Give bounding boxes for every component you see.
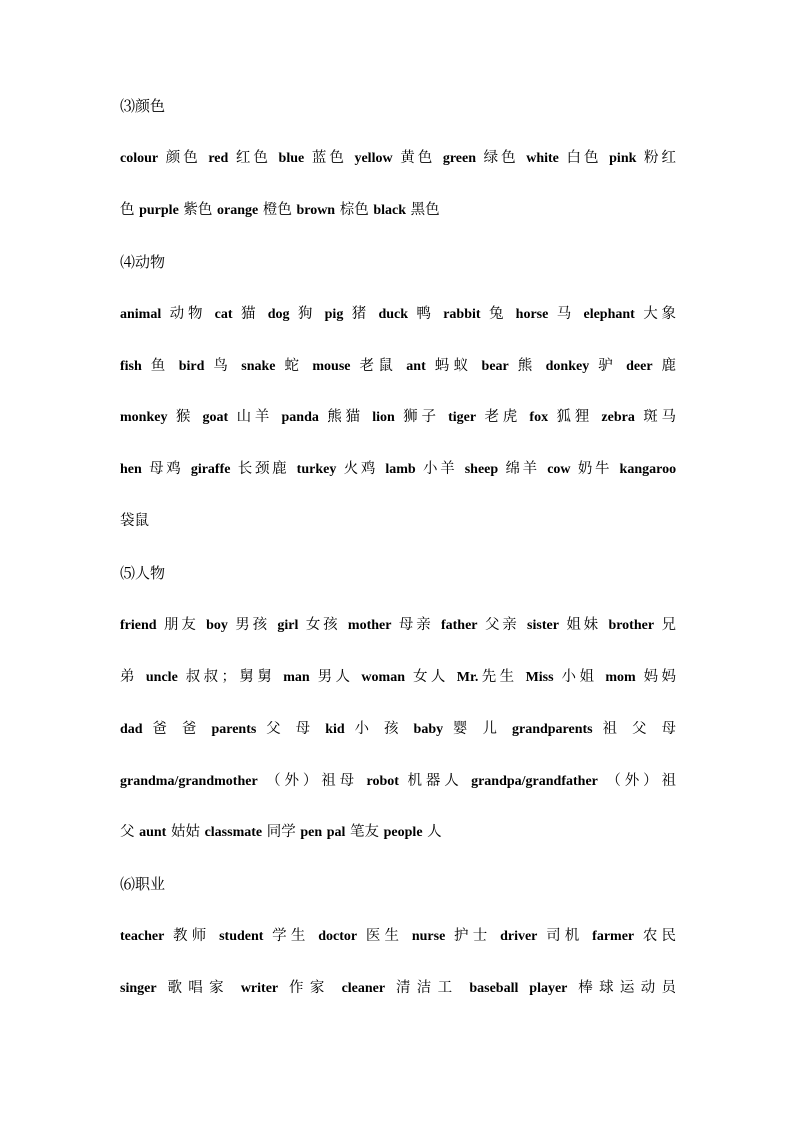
vocab-line: hen 母鸡 giraffe 长颈鹿 turkey 火鸡 lamb 小羊 sheep 绵羊 cow 奶牛 kangaroo (120, 461, 676, 477)
section-heading-colors: ⑶颜色 (120, 97, 166, 115)
vocab-line: 父 aunt 姑姑 classmate 同学 pen pal 笔友 people 人 (120, 824, 442, 840)
vocab-line: 色 purple 紫色 orange 橙色 brown 棕色 black 黑色 (120, 202, 440, 218)
vocab-line: teacher 教师 student 学生 doctor 医生 nurse 护士 driver 司机 farmer 农民 (120, 928, 676, 944)
vocab-line: 弟 uncle 叔叔；舅舅 man 男人 woman 女人 Mr.先生 Miss 小姐 mom 妈妈 (120, 669, 676, 685)
vocab-line: dad 爸 爸 parents 父 母 kid 小 孩 baby 婴 儿 grandparents 祖 父 母 (120, 721, 676, 737)
vocab-line: fish 鱼 bird 鸟 snake 蛇 mouse 老鼠 ant 蚂蚁 bear 熊 donkey 驴 deer 鹿 (120, 358, 676, 374)
section-heading-animals: ⑷动物 (120, 253, 166, 271)
vocab-line: animal 动物 cat 猫 dog 狗 pig 猪 duck 鸭 rabbit 兔 horse 马 elephant 大象 (120, 306, 676, 322)
section-heading-people: ⑸人物 (120, 564, 166, 582)
vocab-line: monkey 猴 goat 山羊 panda 熊猫 lion 狮子 tiger 老虎 fox 狐狸 zebra 斑马 (120, 409, 676, 425)
vocab-line: 袋鼠 (120, 513, 149, 529)
section-heading-jobs: ⑹职业 (120, 875, 166, 893)
vocab-line: grandma/grandmother （外）祖母 robot 机器人 grandpa/grandfather （外）祖 (120, 773, 676, 789)
vocab-line: friend 朋友 boy 男孩 girl 女孩 mother 母亲 father 父亲 sister 姐妹 brother 兄 (120, 617, 676, 633)
vocab-line: singer 歌唱家 writer 作家 cleaner 清洁工 baseball player 棒球运动员 (120, 980, 676, 996)
vocab-line: colour 颜色 red 红色 blue 蓝色 yellow 黄色 green 绿色 white 白色 pink 粉红 (120, 150, 676, 166)
